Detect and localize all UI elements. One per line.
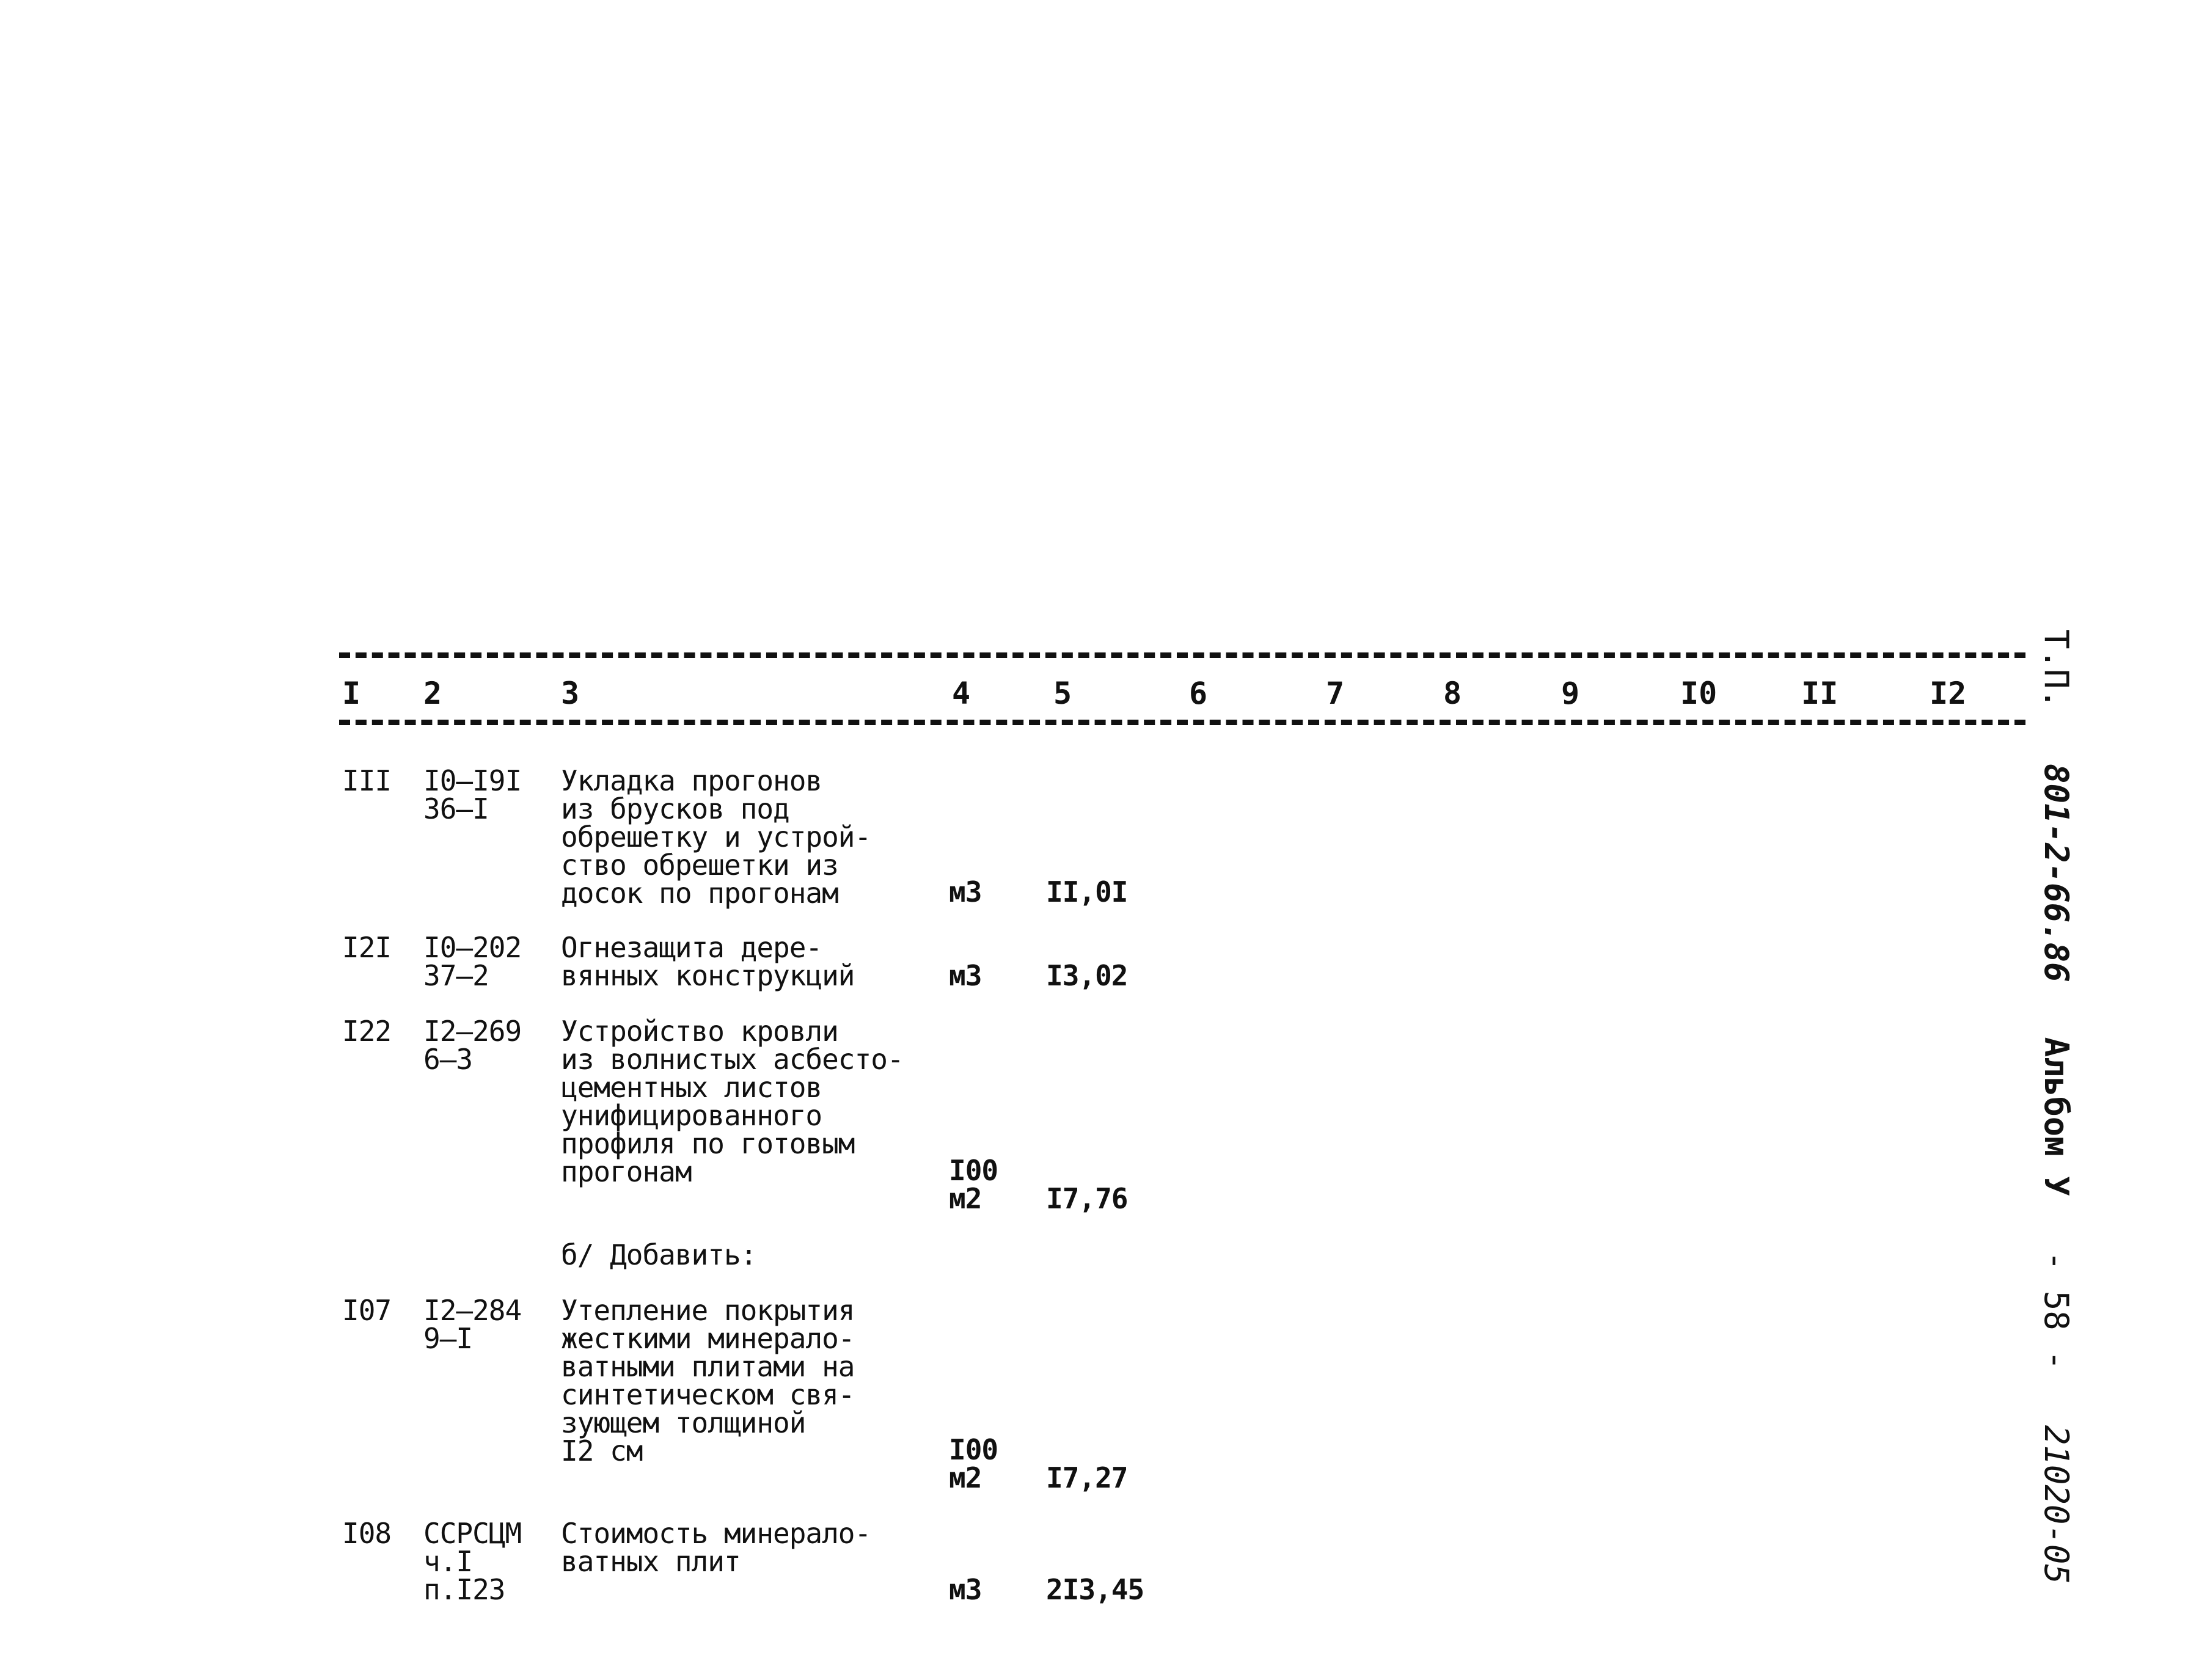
row-unit: м3 xyxy=(949,875,982,908)
row-quantity: I7,76 xyxy=(1046,1182,1128,1215)
row-code: I0–202 37–2 xyxy=(423,931,522,992)
stamp-series: Т.П. xyxy=(2037,629,2076,709)
section-heading: б/ Добавить: xyxy=(561,1238,757,1271)
row-quantity: II,0I xyxy=(1046,875,1128,908)
row-unit: I00 м2 xyxy=(949,1154,998,1215)
column-header-5: 5 xyxy=(1053,676,1072,711)
row-number: I22 xyxy=(342,1015,392,1048)
row-number: I08 xyxy=(342,1517,392,1550)
row-number: I2I xyxy=(342,931,392,964)
side-stamp xyxy=(2029,629,2084,1607)
row-description: Стоимость минерало- ватных плит xyxy=(561,1517,871,1578)
row-unit: м3 xyxy=(949,959,982,992)
column-header-10: I0 xyxy=(1680,676,1718,711)
row-code: I2–269 6–3 xyxy=(423,1015,522,1076)
row-number: III xyxy=(342,764,392,797)
column-header-4: 4 xyxy=(952,676,971,711)
column-header-2: 2 xyxy=(423,676,442,711)
column-header-6: 6 xyxy=(1189,676,1208,711)
row-description: Укладка прогонов из брусков под обрешетку и устрой- ство обрешетки из досок по прогонам xyxy=(561,764,871,910)
column-header-11: II xyxy=(1801,676,1839,711)
row-description: Утепление покрытия жесткими минерало- ватными плитами на синтетическом свя- зующем толщиной I2 см xyxy=(561,1294,855,1467)
stamp-code: 21020-05 xyxy=(2037,1425,2076,1584)
row-code: I2–284 9–I xyxy=(423,1294,522,1355)
column-header-3: 3 xyxy=(561,676,580,711)
column-header-1: I xyxy=(342,676,361,711)
row-number: I07 xyxy=(342,1294,392,1327)
row-code: ССРСЦМ ч.I п.I23 xyxy=(423,1517,522,1606)
column-header-7: 7 xyxy=(1326,676,1345,711)
column-header-9: 9 xyxy=(1561,676,1580,711)
row-quantity: I3,02 xyxy=(1046,959,1128,992)
row-description: Устройство кровли из волнистых асбесто- цементных листов унифицированного профиля по готовым прогонам xyxy=(561,1015,904,1188)
row-unit: I00 м2 xyxy=(949,1433,998,1494)
stamp-album: Альбом У xyxy=(2037,1037,2076,1196)
header-bottom-rule xyxy=(339,720,2025,725)
row-unit: м3 xyxy=(949,1573,982,1606)
column-header-12: I2 xyxy=(1930,676,1967,711)
row-description: Огнезащита дере- вянных конструкций xyxy=(561,931,855,992)
stamp-project-number: 801-2-66.86 xyxy=(2037,764,2076,982)
stamp-page-number: - 58 - xyxy=(2037,1251,2076,1370)
header-top-rule xyxy=(339,652,2025,658)
row-code: I0–I9I 36–I xyxy=(423,764,522,825)
row-quantity: I7,27 xyxy=(1046,1461,1128,1494)
row-quantity: 2I3,45 xyxy=(1046,1573,1144,1606)
column-header-8: 8 xyxy=(1443,676,1462,711)
